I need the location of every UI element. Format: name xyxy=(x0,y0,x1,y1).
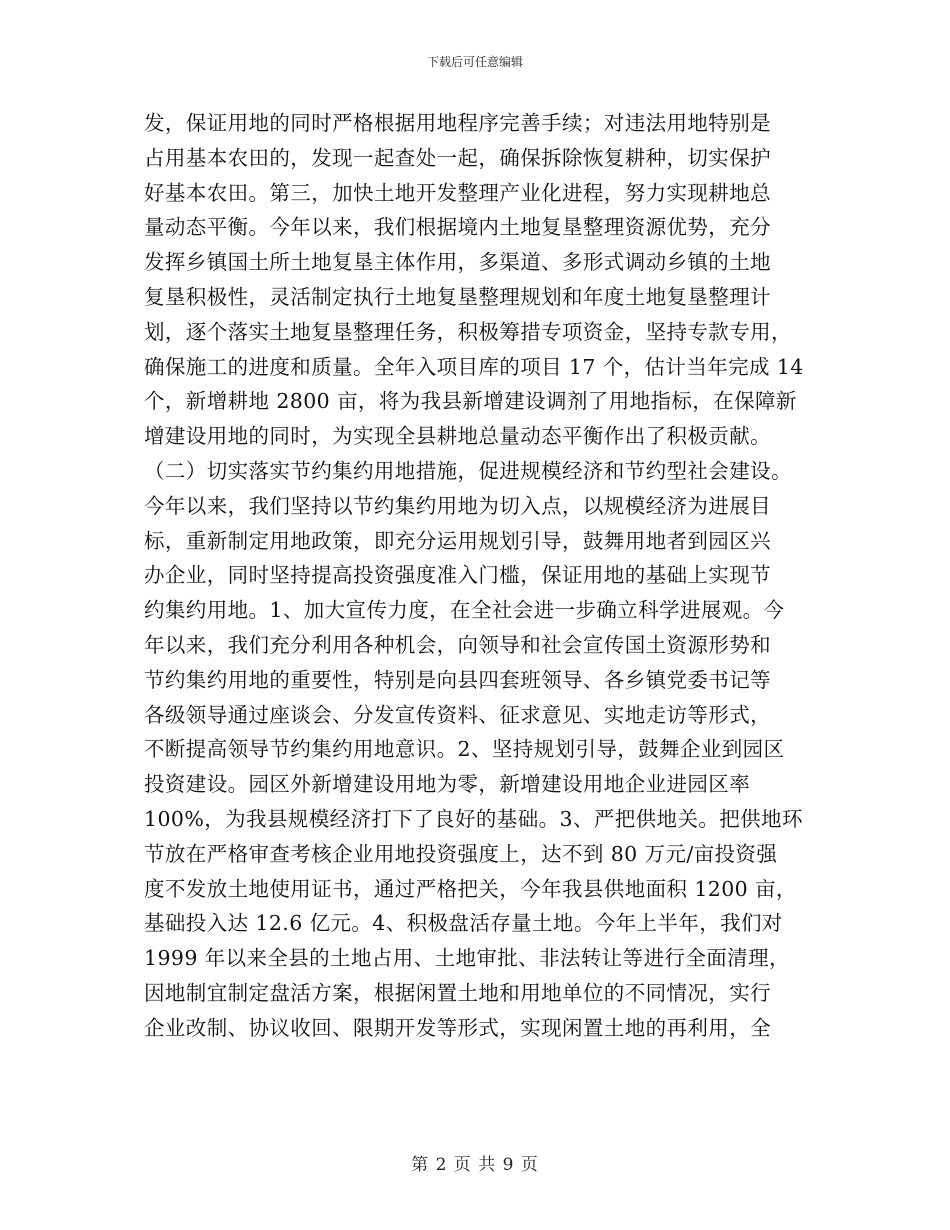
body-line: 节约集约用地的重要性，特别是向县四套班领导、各乡镇党委书记等 xyxy=(144,667,771,692)
page-number: 第 2 页 共 9 页 xyxy=(411,1155,539,1175)
body-line: 年以来，我们充分利用各种机会，向领导和社会宣传国土资源形势和 xyxy=(144,632,771,657)
body-line: 办企业，同时坚持提高投资强度准入门槛，保证用地的基础上实现节 xyxy=(144,563,771,588)
body-line: 确保施工的进度和质量。全年入项目库的项目 17 个，估计当年完成 14 xyxy=(144,354,804,379)
body-line: 占用基本农田的，发现一起查处一起，确保拆除恢复耕种，切实保护 xyxy=(144,145,771,170)
body-line: 各级领导通过座谈会、分发宣传资料、征求意见、实地走访等形式， xyxy=(144,702,771,727)
body-line: 度不发放土地使用证书，通过严格把关，今年我县供地面积 1200 亩， xyxy=(144,876,797,901)
body-line: 今年以来，我们坚持以节约集约用地为切入点，以规模经济为进展目 xyxy=(144,493,771,518)
body-line: 发挥乡镇国土所土地复垦主体作用，多渠道、多形式调动乡镇的土地 xyxy=(144,250,771,275)
body-line: 量动态平衡。今年以来，我们根据境内土地复垦整理资源优势，充分 xyxy=(144,215,771,240)
body-line: 投资建设。园区外新增建设用地为零，新增建设用地企业进园区率 xyxy=(144,772,751,797)
body-line: 100%，为我县规模经济打下了良好的基础。3、严把供地关。把供地环 xyxy=(144,806,803,831)
body-line: 好基本农田。第三，加快土地开发整理产业化进程，努力实现耕地总 xyxy=(144,180,771,205)
body-line: 标，重新制定用地政策，即充分运用规划引导，鼓舞用地者到园区兴 xyxy=(144,528,771,553)
body-line: 发，保证用地的同时严格根据用地程序完善手续；对违法用地特别是 xyxy=(144,111,771,135)
body-line: 个，新增耕地 2800 亩，将为我县新增建设调剂了用地指标，在保障新 xyxy=(144,389,797,414)
body-line: 约集约用地。1、加大宣传力度，在全社会进一步确立科学进展观。今 xyxy=(144,598,785,623)
body-line: 不断提高领导节约集约用地意识。2、坚持规划引导，鼓舞企业到园区 xyxy=(144,737,785,762)
body-line: 因地制宜制定盘活方案，根据闲置土地和用地单位的不同情况，实行 xyxy=(144,980,771,1005)
body-line: 企业改制、协议收回、限期开发等形式，实现闲置土地的再利用，全 xyxy=(144,1015,771,1040)
body-line: 增建设用地的同时，为实现全县耕地总量动态平衡作出了积极贡献。 xyxy=(144,424,771,449)
body-line: 复垦积极性，灵活制定执行土地复垦整理规划和年度土地复垦整理计 xyxy=(144,284,771,309)
body-line: 节放在严格审查考核企业用地投资强度上，达不到 80 万元/亩投资强 xyxy=(144,841,778,866)
body-line: 1999 年以来全县的土地占用、土地审批、非法转让等进行全面清理， xyxy=(144,946,790,971)
header-note: 下载后可任意编辑 xyxy=(426,55,523,69)
body-line: 划，逐个落实土地复垦整理任务，积极筹措专项资金，坚持专款专用， xyxy=(144,319,792,344)
section-heading-line: （二）切实落实节约集约用地措施，促进规模经济和节约型社会建设。 xyxy=(144,458,792,483)
body-line: 基础投入达 12.6 亿元。4、积极盘活存量土地。今年上半年，我们对 xyxy=(144,911,783,936)
body-text xyxy=(144,106,804,1046)
